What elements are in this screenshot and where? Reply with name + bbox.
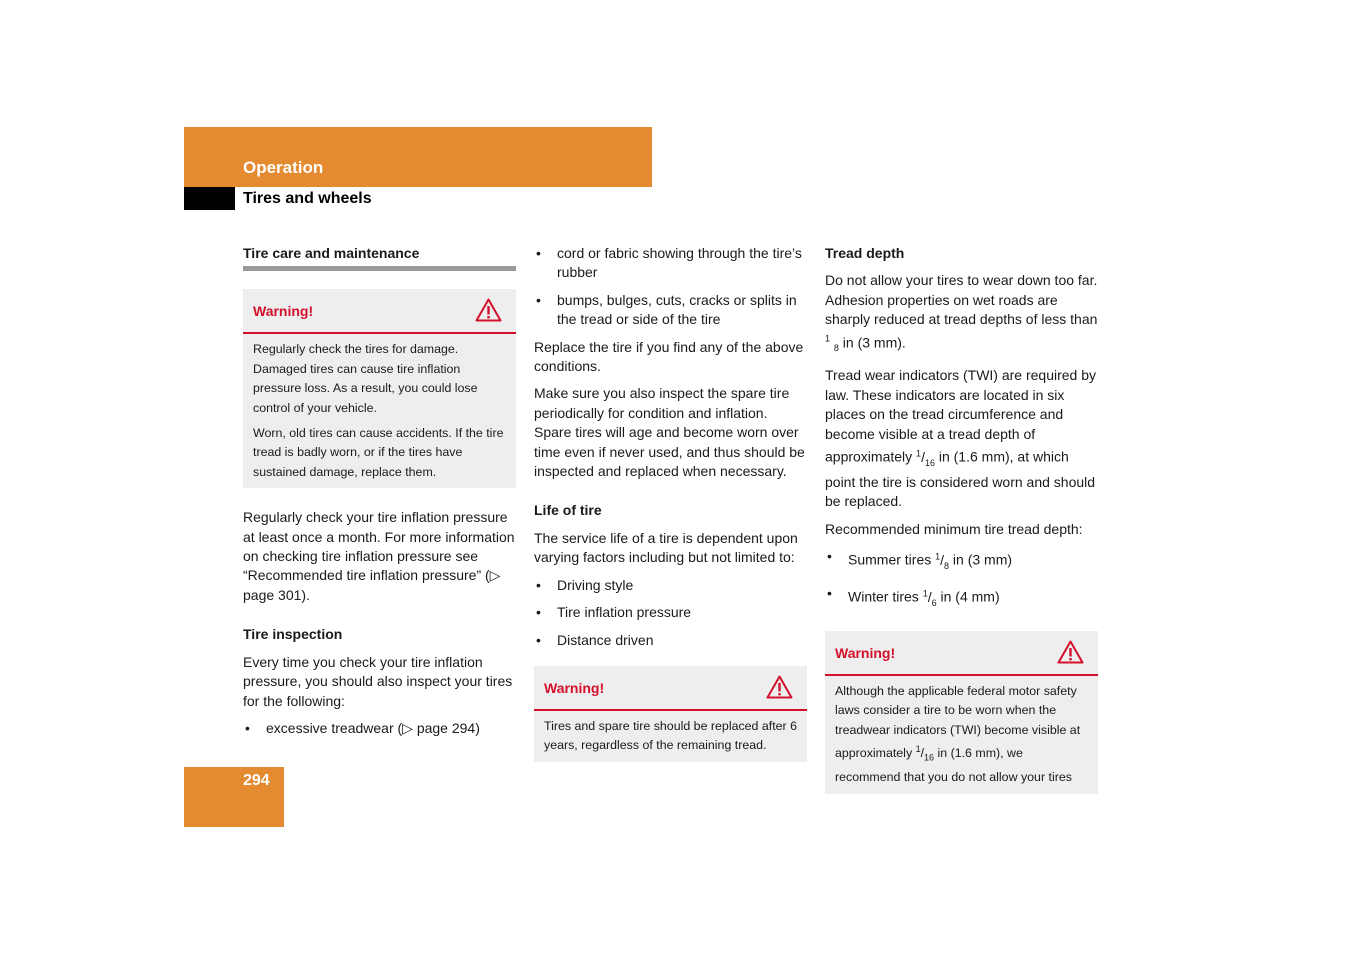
fraction-denominator: 8 (833, 343, 839, 354)
fraction: $^1/_{16}$ (915, 744, 935, 763)
inspection-list (243, 719, 516, 738)
twi-text (825, 366, 1098, 511)
list-item: • Driving style (534, 576, 807, 595)
replace-tire-text: Replace the tire if you find any of the above conditions. (534, 338, 804, 375)
section-title: Operation (243, 158, 324, 177)
factor-list (534, 576, 807, 650)
text-run: in (3 mm) (949, 551, 1013, 568)
warning-box-damage (243, 289, 516, 488)
text-run: in (1.6 mm), at which point the tire is considered worn and should be replaced. (825, 448, 1096, 510)
list-item (825, 584, 1098, 613)
tread-depth-heading: Tread depth (825, 245, 905, 261)
subsection-title: Tires and wheels (243, 190, 372, 207)
tire-inspection-heading: Tire inspection (243, 626, 343, 643)
warning-header (534, 666, 807, 711)
warning-box-twi (825, 631, 1098, 794)
spare-tire-text: Make sure you also inspect the spare tire periodically for condition and inflation. Spare tires will age and become worn over time even if never used, and thus should be inspected and replaced when necessary. (534, 385, 805, 480)
fraction-numerator: 1 (916, 448, 922, 459)
list-item: • cord or fabric showing through the tire’s rubber (534, 244, 807, 283)
list-item (825, 547, 1098, 576)
text-run: in (3 mm). (838, 334, 906, 351)
fraction-denominator: 6 (931, 597, 937, 608)
tread-depth-text (825, 271, 1098, 358)
list-item: • Tire inflation pressure (534, 603, 807, 622)
warning-header (243, 289, 516, 334)
header-band (184, 127, 652, 187)
fraction: $^1/_8$ (935, 551, 950, 571)
warning-header (825, 631, 1098, 676)
tread-depth-list (825, 547, 1098, 613)
tire-care-heading: Tire care and maintenance (243, 244, 516, 271)
fraction-denominator: 16 (924, 457, 935, 468)
fraction (825, 333, 839, 354)
text-run: Winter tires (848, 588, 923, 605)
text-run: Summer tires (848, 551, 936, 568)
warning-body (534, 711, 807, 762)
column-2 (534, 244, 807, 782)
fraction: $^1/_6$ (922, 588, 937, 608)
fraction-denominator: 16 (924, 752, 935, 763)
section-marker (184, 187, 235, 210)
warning-body (825, 676, 1098, 794)
tire-inspection-text: Every time you check your tire inflation pressure, you should also inspect your tires for the following: (243, 653, 513, 709)
warning-body (243, 334, 516, 488)
text-run: in (1.6 mm), we recommend that you do not allow your tires (835, 746, 1072, 785)
fraction-numerator: 1 (922, 588, 928, 599)
warning-text: Tires and spare tire should be replaced after 6 years, regardless of the remaining tread. (544, 718, 798, 753)
list-item: • bumps, bulges, cuts, cracks or splits in the tread or side of the tire (534, 291, 807, 330)
warning-title: Warning! (544, 679, 605, 696)
warning-title: Warning! (835, 644, 896, 661)
list-item: • Distance driven (534, 631, 807, 650)
warning-box-age (534, 666, 807, 762)
warning-triangle-icon (475, 298, 502, 322)
inflation-check-text: Regularly check your tire inflation pressure at least once a month. For more information on checking tire inflation pressure see “Recommended tire inflation pressure” (▷ page 301). (243, 509, 515, 603)
life-of-tire-text: The service life of a tire is dependent upon varying factors including but not limited to: (534, 529, 798, 566)
column-3 (825, 244, 1098, 814)
column-1 (243, 244, 516, 746)
warning-text: Worn, old tires can cause accidents. If the tire tread is badly worn, or if the tires have sustained damage, replace them. (253, 426, 504, 479)
fraction-numerator: 1 (935, 551, 941, 562)
fraction-numerator: 1 (915, 744, 921, 755)
fraction-numerator: 1 (825, 333, 831, 344)
text-run: Tread wear indicators (TWI) are required by law. These indicators are located in six places on the tread circumference and become visible at a tread depth of approximately (825, 367, 1097, 465)
life-of-tire-heading: Life of tire (534, 502, 602, 519)
warning-triangle-icon (1057, 640, 1084, 664)
text-run: Although the applicable federal motor safety laws consider a tire to be worn when the treadwear indicators (TWI) become visible at approximately (835, 683, 1081, 761)
fraction-denominator: 8 (944, 560, 950, 571)
warning-text: Regularly check the tires for damage. Damaged tires can cause tire inflation pressure loss. As a result, you could lose control of your vehicle. (253, 342, 478, 415)
text-run: Do not allow your tires to wear down too far. Adhesion properties on wet roads are sharply reduced at tread depths of less than (825, 272, 1098, 328)
fraction: $^1/_{16}$ (916, 448, 935, 468)
inspection-list-continued (534, 244, 807, 330)
page-number: 294 (243, 772, 270, 789)
recommended-depth-text: Recommended minimum tire tread depth: (825, 520, 1083, 537)
warning-title: Warning! (253, 303, 314, 320)
warning-text (835, 682, 1088, 788)
list-item: • excessive treadwear (▷ page 294) (243, 719, 516, 738)
text-run: in (4 mm) (936, 588, 1000, 605)
warning-triangle-icon (766, 675, 793, 699)
